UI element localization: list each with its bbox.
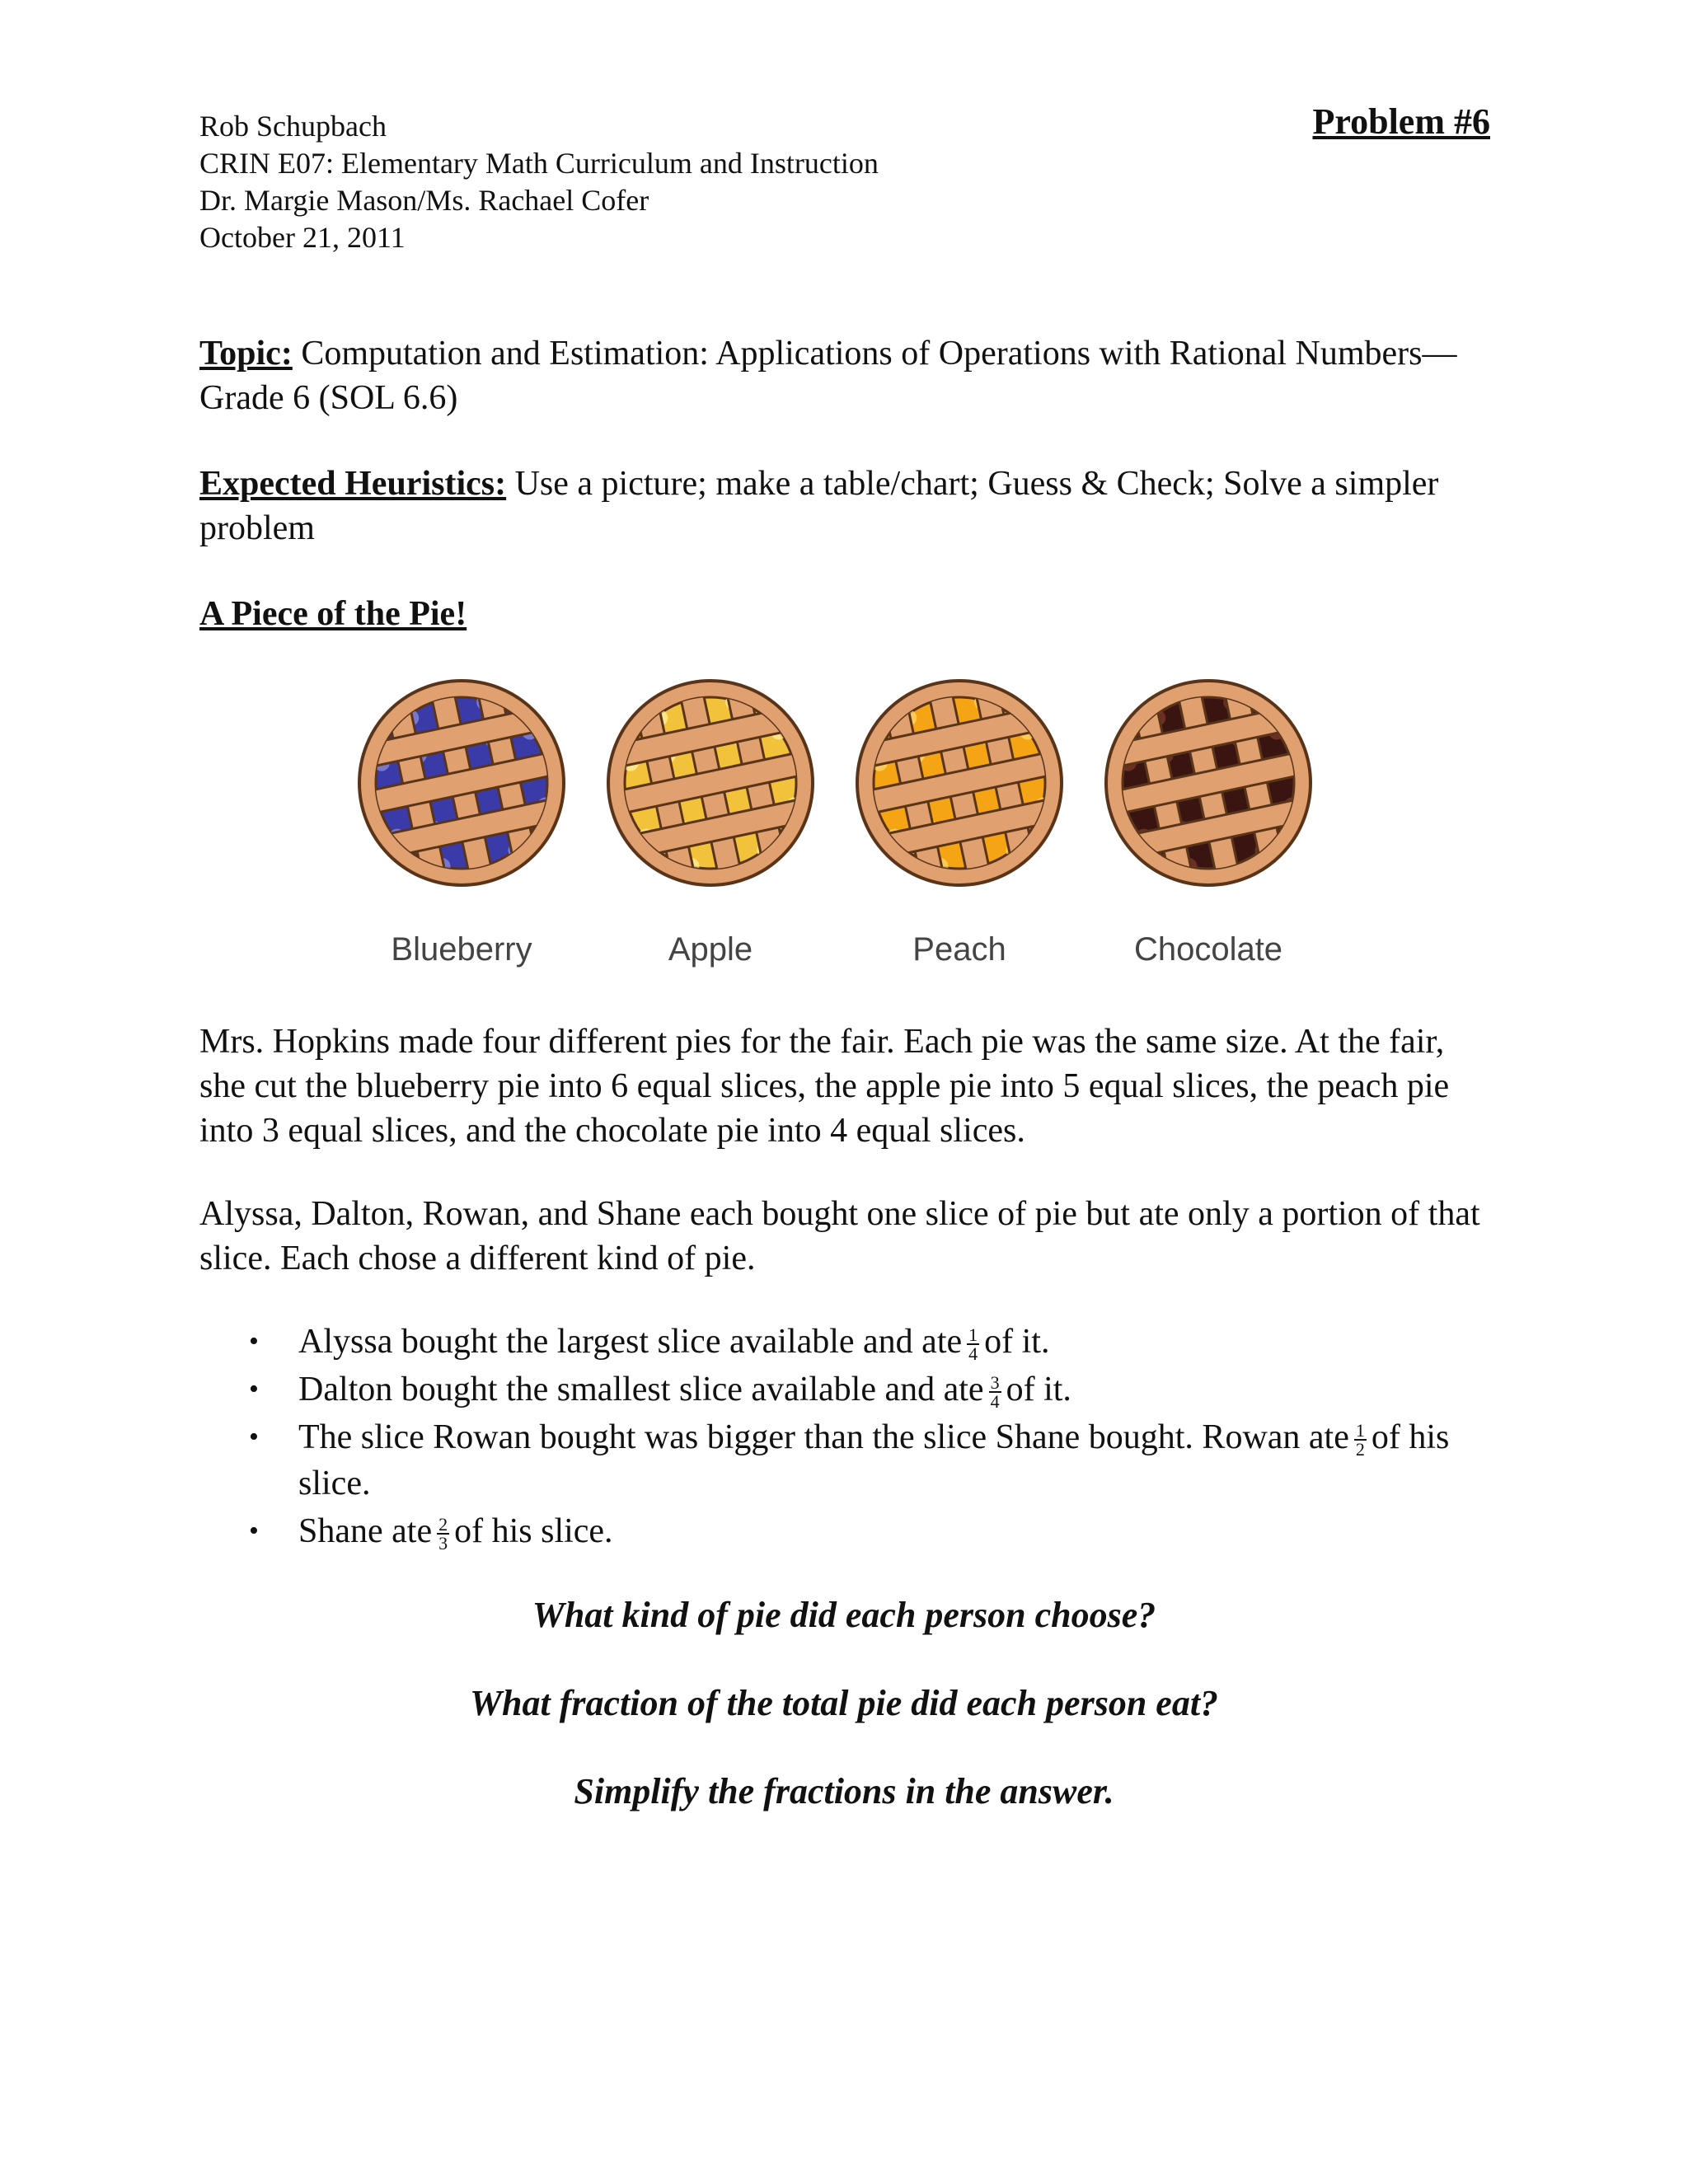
pie-label-chocolate: Chocolate	[1133, 931, 1283, 968]
clue-list	[199, 1319, 1518, 1556]
list-item: • The slice Rowan bought was bigger than the slice Shane bought. Rowan ate $\frac{1}{2}$ of his slice.	[199, 1414, 1518, 1507]
heuristics-section	[199, 462, 1493, 551]
course-name: CRIN E07: Elementary Math Curriculum and Instruction	[199, 147, 879, 180]
question-simplify: Simplify the fractions in the answer.	[574, 1771, 1114, 1811]
fraction: $\frac{1}{2}$	[1355, 1420, 1365, 1460]
pie-peach	[852, 676, 1067, 968]
peach-pie-icon	[852, 676, 1067, 890]
bullet-icon: •	[249, 1516, 259, 1546]
fraction: $\frac{3}{4}$	[990, 1372, 1000, 1413]
fraction: $\frac{2}{3}$	[438, 1514, 448, 1554]
heuristics-label: Expected Heuristics:	[199, 465, 507, 503]
bullet-icon: •	[249, 1326, 259, 1357]
pie-label-apple: Apple	[668, 931, 753, 968]
pie-label-peach: Peach	[912, 931, 1006, 968]
heuristics-text: Use a picture; make a table/chart; Guess & Check; Solve a simpler problem	[199, 465, 1439, 547]
pie-blueberry	[354, 676, 569, 968]
pie-apple	[603, 676, 818, 968]
topic-text: Computation and Estimation: Applications of Operations with Rational Numbers—Grade 6 (SOL 6.6)	[199, 335, 1457, 417]
document-date: October 21, 2011	[199, 221, 406, 254]
list-item: • Alyssa bought the largest slice available and ate $\frac{1}{4}$ of it.	[199, 1319, 1518, 1365]
story-paragraph-1: Mrs. Hopkins made four different pies for the fair. Each pie was the same size. At the fair, she cut the blueberry pie into 6 equal slices, the apple pie into 5 equal slices, the peach pie into 3 equal slices, and the chocolate pie into 4 equal slices.	[199, 1023, 1450, 1150]
question-pie-choice: What kind of pie did each person choose?	[532, 1595, 1156, 1635]
story-paragraph-2: Alyssa, Dalton, Rowan, and Shane each bought one slice of pie but ate only a portion of that slice. Each chose a different kind of pie.	[199, 1195, 1480, 1277]
pie-label-blueberry: Blueberry	[391, 931, 532, 968]
topic-section	[199, 331, 1493, 420]
pie-illustrations	[354, 676, 1343, 989]
question-fraction-eaten: What fraction of the total pie did each person eat?	[469, 1683, 1219, 1723]
topic-label: Topic:	[199, 335, 293, 373]
bullet-icon: •	[249, 1374, 259, 1404]
author-name: Rob Schupbach	[199, 110, 387, 143]
bullet-icon: •	[249, 1422, 259, 1452]
fraction: $\frac{1}{4}$	[968, 1324, 978, 1365]
blueberry-pie-icon	[354, 676, 569, 890]
chocolate-pie-icon	[1101, 676, 1315, 890]
problem-title: A Piece of the Pie!	[199, 595, 467, 633]
instructors: Dr. Margie Mason/Ms. Rachael Cofer	[199, 184, 649, 217]
list-item: • Shane ate $\frac{2}{3}$ of his slice.	[199, 1508, 1518, 1554]
problem-number: Problem #6	[1312, 101, 1490, 142]
pie-chocolate	[1101, 676, 1315, 968]
list-item: • Dalton bought the smallest slice available and ate $\frac{3}{4}$ of it.	[199, 1366, 1518, 1413]
apple-pie-icon	[603, 676, 818, 890]
